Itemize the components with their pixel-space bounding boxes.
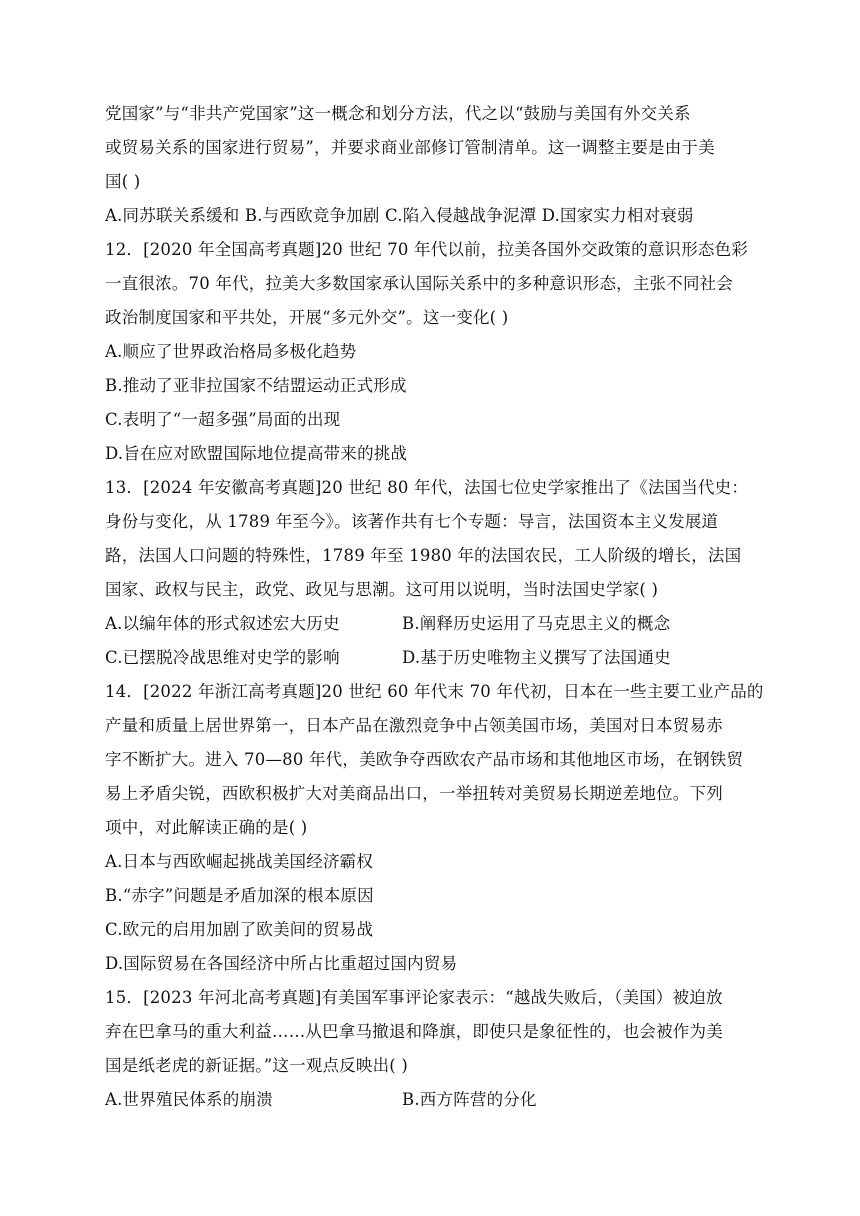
question-13-option-d: D.基于历史唯物主义撰写了法国通史	[402, 648, 671, 667]
question-12-line-1: 12．[2020 年全国高考真题]20 世纪 70 年代以前，拉美各国外交政策的意识形态色彩	[105, 240, 749, 259]
question-15-line-1: 15．[2023 年河北高考真题]有美国军事评论家表示：“越战失败后，（美国）被迫放	[105, 988, 723, 1007]
question-12-option-c: C.表明了“一超多强”局面的出现	[105, 410, 341, 429]
question-14-option-a: A.日本与西欧崛起挑战美国经济霸权	[105, 852, 374, 871]
question-15-line-3: 国是纸老虎的新证据。”这一观点反映出( )	[105, 1056, 409, 1075]
question-15-line-2: 弃在巴拿马的重大利益……从巴拿马撤退和降旗，即使只是象征性的，也会被作为美	[105, 1022, 723, 1041]
question-14-line-3: 字不断扩大。进入 70—80 年代，美欧争夺西欧农产品市场和其他地区市场，在钢铁贸	[105, 750, 744, 769]
question-11-line-3: 国( )	[105, 172, 141, 191]
question-14-line-4: 易上矛盾尖锐，西欧积极扩大对美商品出口，一举扭转对美贸易长期逆差地位。下列	[105, 784, 723, 803]
question-13-option-a: A.以编年体的形式叙述宏大历史	[105, 614, 340, 633]
question-13-line-2: 身份与变化，从 1789 年至今》。该著作共有七个专题：导言，法国资本主义发展道	[105, 512, 719, 531]
question-14-option-b: B.“赤字”问题是矛盾加深的根本原因	[105, 886, 374, 905]
question-15-option-a: A.世界殖民体系的崩溃	[105, 1090, 273, 1109]
question-11-options: A.同苏联关系缓和 B.与西欧竞争加剧 C.陷入侵越战争泥潭 D.国家实力相对衰弱	[105, 206, 694, 225]
question-12-line-2: 一直很浓。70 年代，拉美大多数国家承认国际关系中的多种意识形态，主张不同社会	[105, 274, 734, 293]
question-12-line-3: 政治制度国家和平共处，开展“多元外交”。这一变化( )	[105, 308, 509, 327]
question-13-line-3: 路，法国人口问题的特殊性，1789 年至 1980 年的法国农民，工人阶级的增长，法国	[105, 546, 742, 565]
question-12-option-a: A.顺应了世界政治格局多极化趋势	[105, 342, 357, 361]
question-13-option-c: C.已摆脱冷战思维对史学的影响	[105, 648, 340, 667]
question-14-line-2: 产量和质量上居世界第一，日本产品在激烈竞争中占领美国市场，美国对日本贸易赤	[105, 716, 723, 735]
question-14-line-5: 项中，对此解读正确的是( )	[105, 818, 308, 837]
question-14-option-d: D.国际贸易在各国经济中所占比重超过国内贸易	[105, 954, 458, 973]
question-13-line-4: 国家、政权与民主，政党、政见与思潮。这可用以说明，当时法国史学家( )	[105, 580, 659, 599]
question-13-option-b: B.阐释历史运用了马克思主义的概念	[402, 614, 671, 633]
question-11-line-1: 党国家”与“非共产党国家”这一概念和划分方法，代之以“鼓励与美国有外交关系	[105, 104, 691, 123]
question-11-line-2: 或贸易关系的国家进行贸易”，并要求商业部修订管制清单。这一调整主要是由于美	[105, 138, 715, 157]
question-15-option-b: B.西方阵营的分化	[402, 1090, 537, 1109]
question-12-option-d: D.旨在应对欧盟国际地位提高带来的挑战	[105, 444, 408, 463]
question-14-option-c: C.欧元的启用加剧了欧美间的贸易战	[105, 920, 374, 939]
question-12-option-b: B.推动了亚非拉国家不结盟运动正式形成	[105, 376, 407, 395]
question-14-line-1: 14．[2022 年浙江高考真题]20 世纪 60 年代末 70 年代初，日本在一些主要工业产品的	[105, 682, 764, 701]
question-13-line-1: 13．[2024 年安徽高考真题]20 世纪 80 年代，法国七位史学家推出了《法国当代史：	[105, 478, 749, 497]
